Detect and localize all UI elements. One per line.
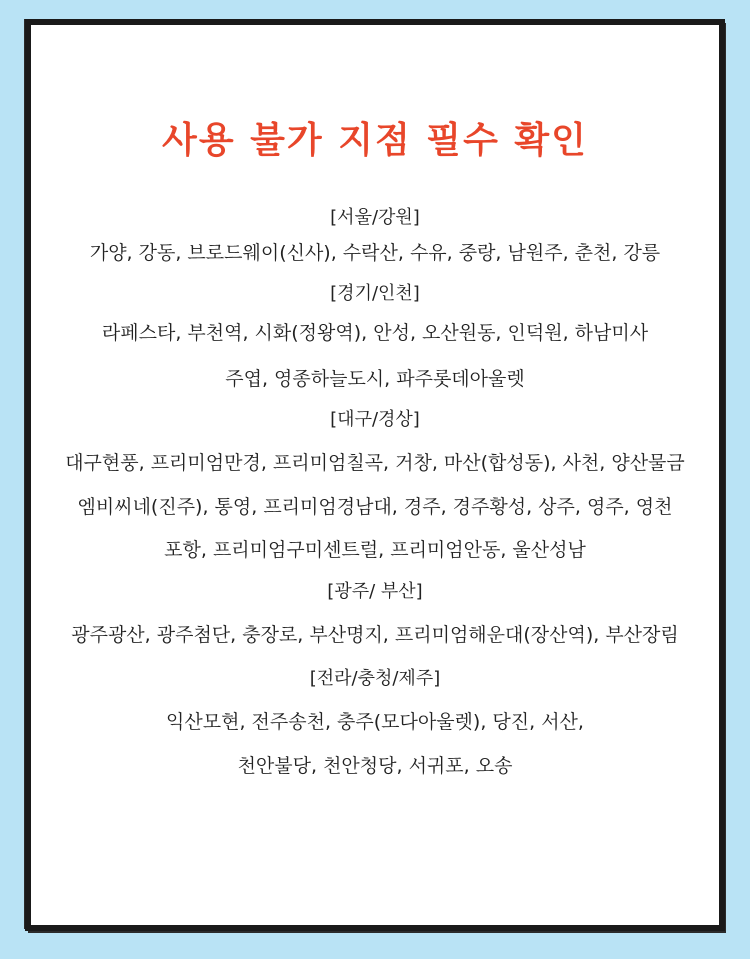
branch-list-line: 대구현풍, 프리미엄만경, 프리미엄칠곡, 거창, 마산(합성동), 사천, 양산물금: [65, 452, 685, 474]
page-title: 사용 불가 지점 필수 확인: [162, 120, 588, 161]
section-heading-gyeonggi: [경기/인천]: [330, 283, 420, 304]
section-heading-gwangju: [광주/ 부산]: [327, 581, 423, 602]
branch-list-line: 천안불당, 천안청당, 서귀포, 오송: [237, 755, 513, 777]
branch-list-line: 익산모현, 전주송천, 충주(모다아울렛), 당진, 서산,: [166, 711, 584, 733]
branch-list-line: 라페스타, 부천역, 시화(정왕역), 안성, 오산원동, 인덕원, 하남미사: [101, 322, 649, 344]
branch-list-line: 포항, 프리미엄구미센트럴, 프리미엄안동, 울산성남: [164, 539, 586, 561]
branch-list-line: 가양, 강동, 브로드웨이(신사), 수락산, 수유, 중랑, 남원주, 춘천, 강릉: [89, 242, 661, 264]
section-heading-daegu: [대구/경상]: [330, 409, 420, 430]
branch-list-line: 광주광산, 광주첨단, 충장로, 부산명지, 프리미엄해운대(장산역), 부산장림: [71, 624, 679, 646]
branch-list-line: 주엽, 영종하늘도시, 파주롯데아울렛: [225, 368, 525, 390]
section-heading-seoul: [서울/강원]: [330, 207, 420, 228]
section-heading-jeolla: [전라/충청/제주]: [309, 668, 441, 689]
branch-list-line: 엠비씨네(진주), 통영, 프리미엄경남대, 경주, 경주황성, 상주, 영주, 영천: [77, 496, 673, 518]
